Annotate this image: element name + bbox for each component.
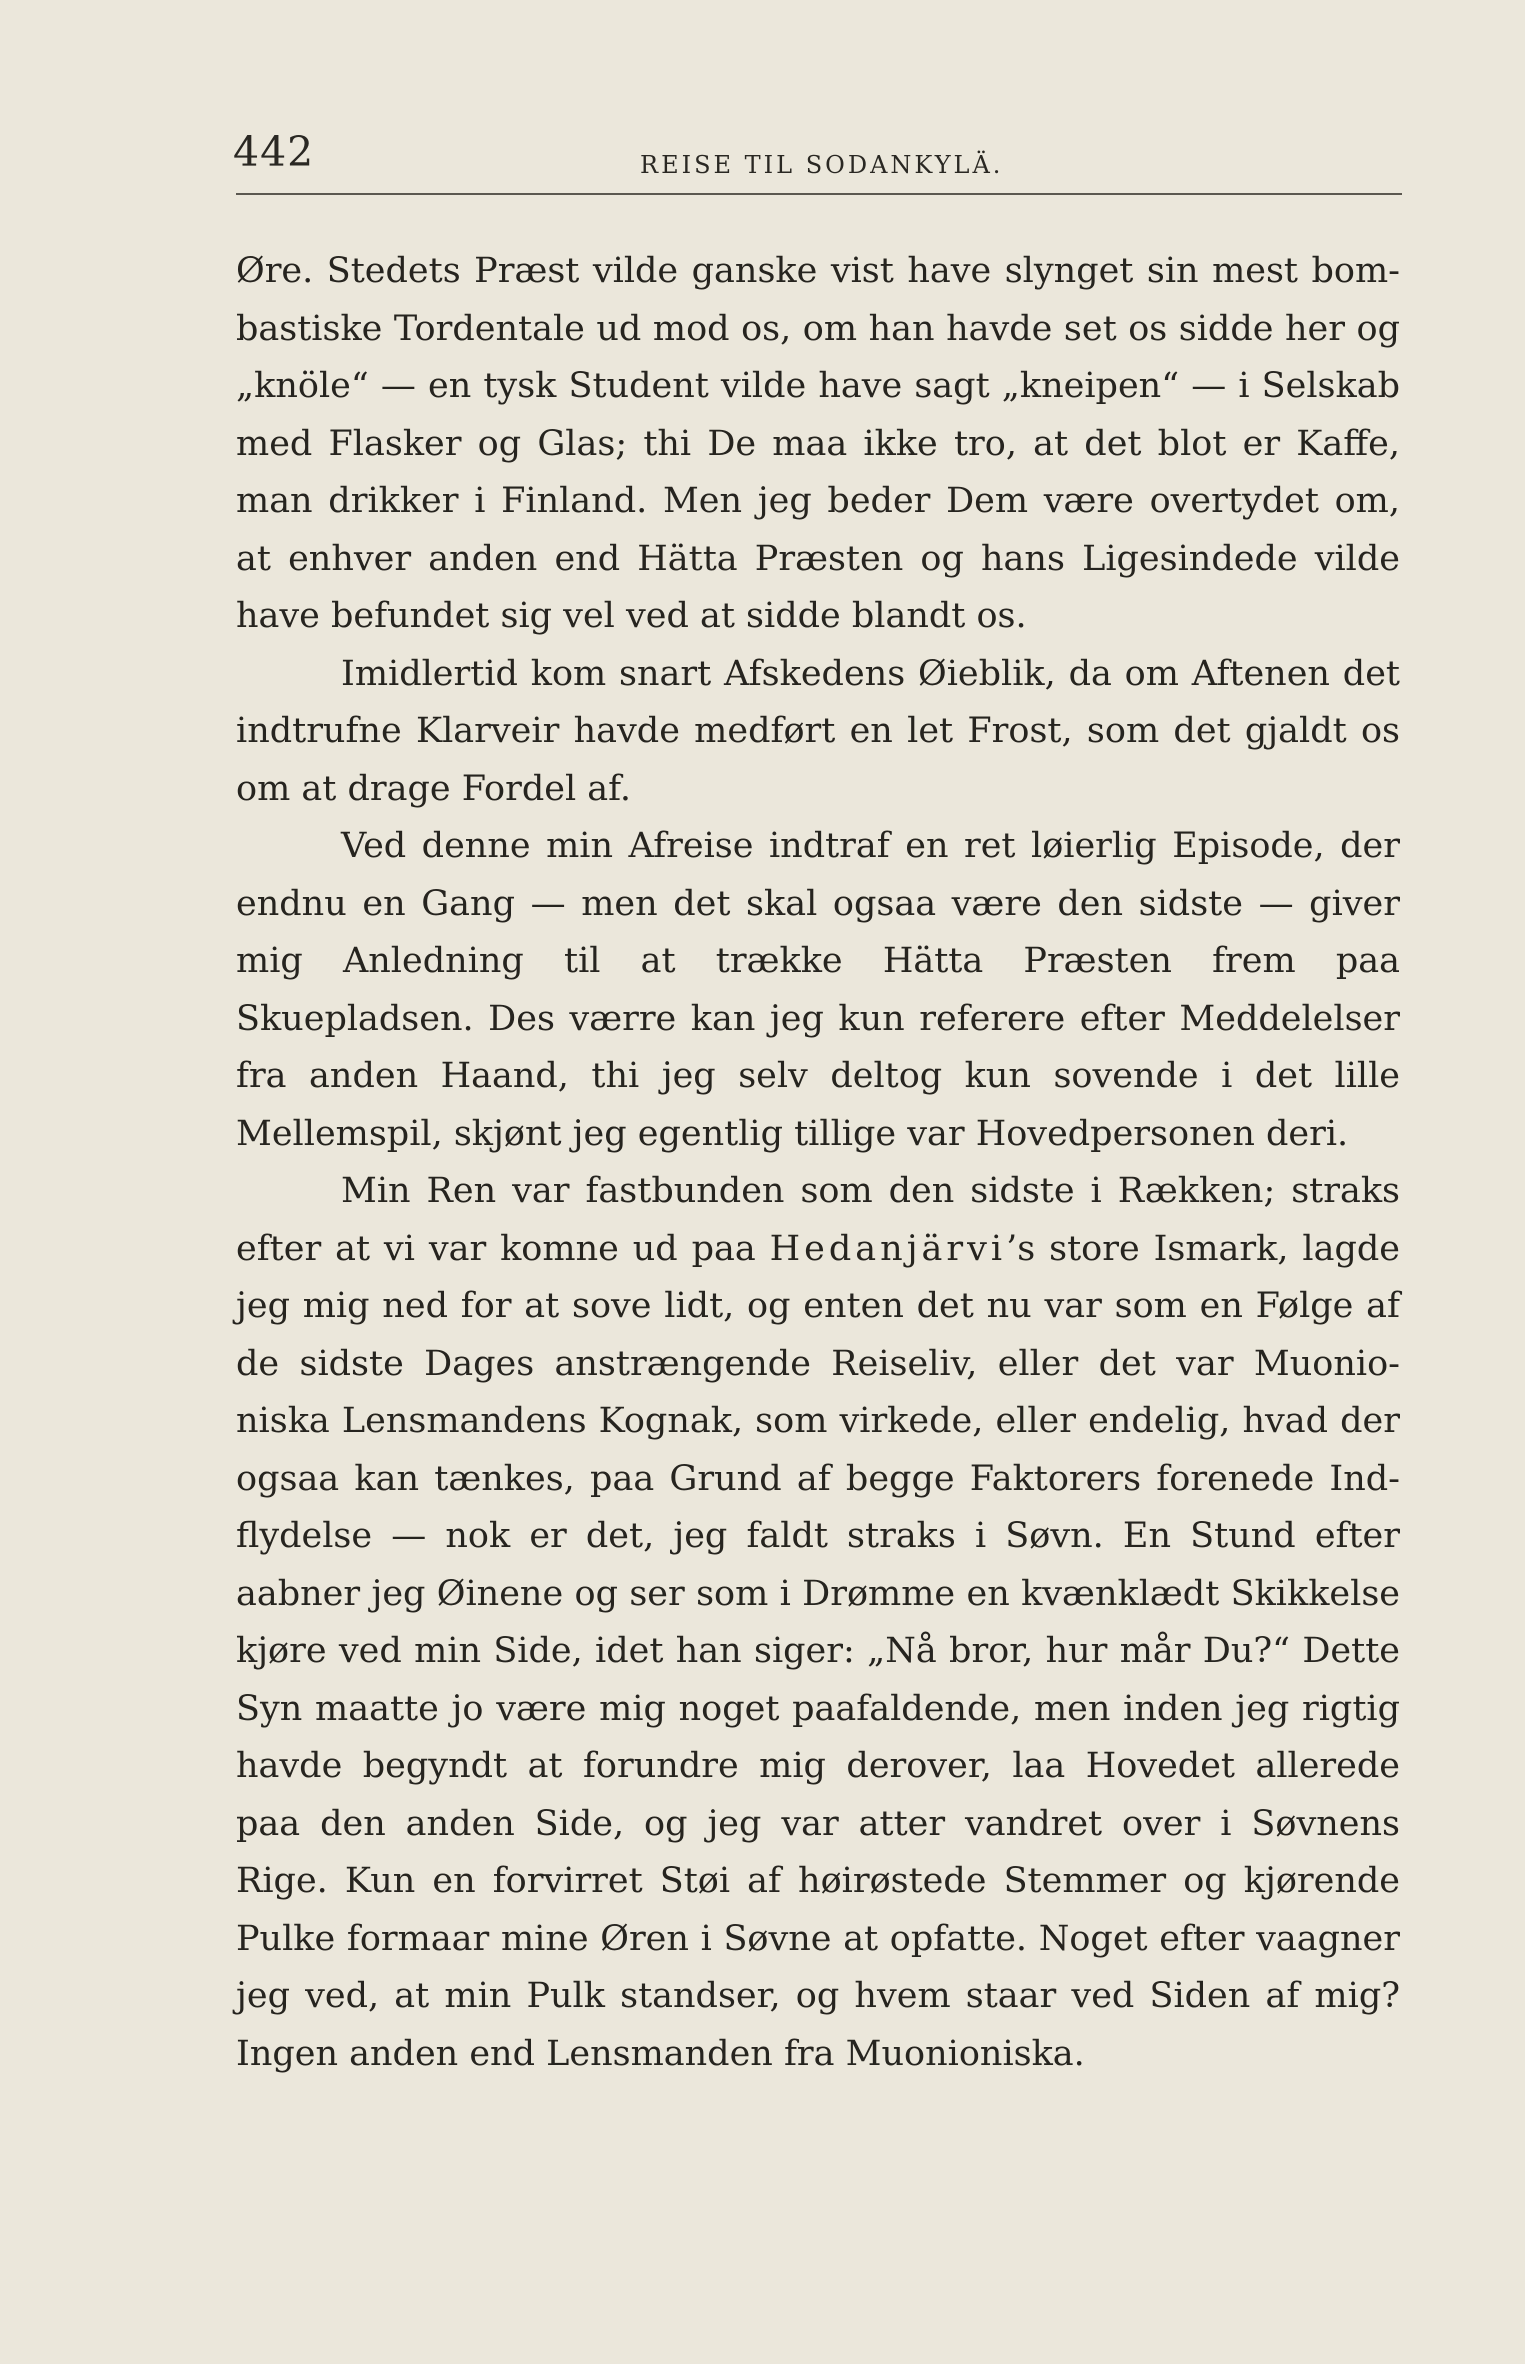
- paragraph-4-part-1: Min Ren var fastbunden som den sidste i Rækken; straks efter at vi var komne ud paa: [236, 1171, 1400, 1269]
- header-rule: [236, 193, 1402, 195]
- place-name-hedanjarvi: Hedanjärvi: [769, 1228, 1007, 1269]
- paragraph-2: Imidlertid kom snart Afskedens Øieblik, da om Aftenen det indtrufne Klarveir havde medført en let Frost, som det gjaldt os om at drage Fordel af.: [236, 653, 1400, 809]
- paragraph-4-part-2: ’s store Ismark, lagde jeg mig ned for at sove lidt, og enten det nu var som en Følge af de sidste Dages anstrængende Reiseliv, eller det var Muonioniska Lensmandens Kognak, som virkede, eller endelig, hvad der ogsaa kan tænkes, paa Grund af begge Faktorers forenede Indflydelse — nok er det, jeg faldt straks i Søvn. En Stund efter aabner jeg Øinene og ser som i Drømme en kvænklædt Skikkelse kjøre ved min Side, idet han siger: „Nå bror, hur mår Du?“ Dette Syn maatte jo være mig noget paafaldende, men inden jeg rigtig havde begyndt at forundre mig derover, laa Hovedet allerede paa den anden Side, og jeg var atter vandret over i Søvnens Rige. Kun en forvirret Støi af høirøstede Stemmer og kjørende Pulke formaar mine Øren i Søvne at opfatte. Noget efter vaagner jeg ved, at min Pulk standser, og hvem staar ved Siden af mig? Ingen anden end Lensmanden fra Muonioniska.: [236, 1228, 1400, 2074]
- page-number: 442: [233, 128, 315, 176]
- paragraph-4: [236, 1163, 1400, 2083]
- paragraph-1: Øre. Stedets Præst vilde ganske vist have slynget sin mest bombastiske Tordentale ud mod os, om han havde set os sidde her og „knöle“ — en tysk Student vilde have sagt „kneipen“ — i Selskab med Flasker og Glas; thi De maa ikke tro, at det blot er Kaffe, man drikker i Finland. Men jeg beder Dem være overtydet om, at enhver anden end Hätta Præsten og hans Ligesindede vilde have befundet sig vel ved at sidde blandt os.: [236, 251, 1400, 636]
- body-text: [236, 243, 1400, 2083]
- running-title: REISE TIL SODANKYLÄ.: [640, 151, 1004, 179]
- paragraph-3: Ved denne min Afreise indtraf en ret løierlig Episode, der endnu en Gang — men det skal ogsaa være den sidste — giver mig Anledning til at trække Hätta Præsten frem paa Skuepladsen. Des værre kan jeg kun referere efter Meddelelser fra anden Haand, thi jeg selv deltog kun sovende i det lille Mellemspil, skjønt jeg egentlig tillige var Hovedpersonen deri.: [236, 826, 1400, 1154]
